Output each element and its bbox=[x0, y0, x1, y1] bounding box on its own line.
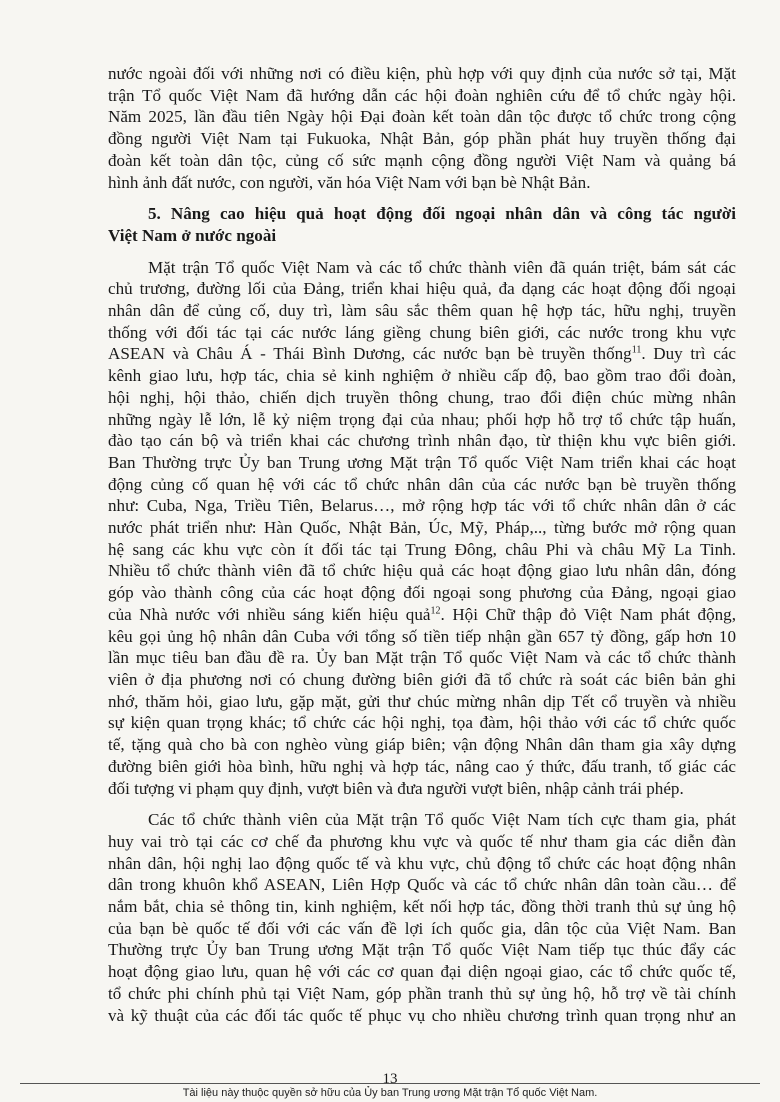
paragraph-2 bbox=[108, 257, 736, 800]
text-line-with-footnote bbox=[108, 604, 736, 626]
text-line: Các tổ chức thành viên của Mặt trận Tổ quốc Việt Nam tích cực tham gia, phát bbox=[148, 810, 736, 830]
text-segment: ASEAN và Châu Á - Thái Bình Dương, các nước bạn bè truyền thống bbox=[108, 344, 632, 364]
text-line: lần mục tiêu ban đầu đề ra. Ủy ban Mặt trận Tổ quốc Việt Nam và các tổ chức thành bbox=[108, 648, 736, 668]
page-body bbox=[108, 63, 736, 1026]
text-line: nước ngoài đối với những nơi có điều kiện, phù hợp với quy định của nước sở tại, Mặt bbox=[108, 64, 736, 83]
text-line: hình ảnh đất nước, con người, văn hóa Việt Nam với bạn bè Nhật Bản. bbox=[108, 172, 591, 192]
text-line: trận Tổ quốc Việt Nam đã hướng dẫn các hội đoàn nghiên cứu để tổ chức ngày hội. bbox=[108, 85, 736, 105]
text-segment: . Hội Chữ thập đỏ Việt Nam phát động, bbox=[440, 604, 736, 624]
footnote-marker-11: 11 bbox=[631, 344, 642, 356]
text-line: tế, tặng quà cho bà con nghèo vùng giáp biên; vận động Nhân dân tham gia xây dựng bbox=[108, 735, 736, 755]
text-segment: của Nhà nước với nhiều sáng kiến hiệu quả bbox=[108, 604, 431, 624]
text-line: Mặt trận Tổ quốc Việt Nam và các tổ chức thành viên đã quán triệt, bám sát các bbox=[148, 257, 736, 277]
text-line: hệ sang các khu vực còn ít đối tác tại Trung Đông, châu Phi và châu Mỹ La Tinh. bbox=[108, 539, 736, 559]
text-line: góp vào thành công của các hoạt động đối ngoại song phương của Đảng, ngoại giao bbox=[108, 583, 736, 603]
paragraph-1 bbox=[108, 63, 736, 193]
text-line: nhớ, thăm hỏi, giao lưu, gặp mặt, gửi thư chúc mừng nhân dịp Tết cổ truyền và nhiều bbox=[108, 691, 736, 711]
text-line: nhân dân để củng cố, duy trì, làm sâu sắc thêm quan hệ hợp tác, hữu nghị, truyền bbox=[108, 301, 736, 321]
text-line: của bạn bè quốc tế đối với các vấn đề lợi ích quốc gia, dân tộc của Việt Nam. Ban bbox=[108, 918, 736, 938]
text-line: và kỹ thuật của các đối tác quốc tế phục vụ cho nhiều chương trình quan trọng như an bbox=[108, 1005, 736, 1025]
text-line: kênh giao lưu, hợp tác, chia sẻ kinh nghiệm ở nhiều cấp độ, bao gồm trao đổi đoàn, bbox=[108, 366, 736, 386]
text-line-with-footnote bbox=[108, 343, 736, 365]
text-segment: . Duy trì các bbox=[641, 344, 737, 364]
text-line: kêu gọi ủng hộ nhân dân Cuba với tổng số tiền tiếp nhận gần 657 tỷ đồng, gấp hơn 10 bbox=[108, 626, 736, 646]
text-line: đối tượng vi phạm quy định, vượt biên và đưa người vượt biên, nhập cảnh trái phép. bbox=[108, 778, 684, 798]
text-line: đồng người Việt Nam tại Fukuoka, Nhật Bản, góp phần phát huy truyền thống đại bbox=[108, 129, 736, 149]
text-line: nhân dân, hội nghị lao động quốc tế và khu vực, chủ động tổ chức các hoạt động nhân bbox=[108, 853, 736, 873]
text-line: nước phát triển như: Hàn Quốc, Nhật Bản, Úc, Mỹ, Pháp,.., từng bước mở rộng quan bbox=[108, 518, 736, 538]
paragraph-3 bbox=[108, 809, 736, 1026]
footnote-marker-12: 12 bbox=[430, 605, 441, 617]
text-line: sự kiện quan trọng khác; tổ chức các hội nghị, tọa đàm, hội thảo với các tổ chức quốc bbox=[108, 713, 736, 733]
text-line: như: Cuba, Nga, Triều Tiên, Belarus…, mở rộng hợp tác với tổ chức nhân dân ở các bbox=[108, 496, 736, 516]
heading-line: 5. Nâng cao hiệu quả hoạt động đối ngoại nhân dân và công tác người bbox=[148, 204, 736, 224]
section-heading bbox=[108, 203, 736, 246]
text-line: tổ chức phi chính phủ tại Việt Nam, góp phần tranh thủ sự ủng hộ, hỗ trợ về tài chính bbox=[108, 983, 736, 1003]
text-line: đoàn kết toàn dân tộc, củng cố sức mạnh cộng đồng người Việt Nam và quảng bá bbox=[108, 150, 736, 170]
text-line: Nhiều tổ chức thành viên đã tổ chức hiệu quả các hoạt động giao lưu nhân dân, đóng bbox=[108, 561, 736, 581]
text-line: những ngày lễ lớn, lễ kỷ niệm trọng đại của nhau; phối hợp hỗ trợ tổ chức tập huấn, bbox=[108, 409, 736, 429]
text-line: chủ trương, đường lối của Đảng, triển khai hiệu quả, đa dạng các hoạt động đối ngoại bbox=[108, 279, 736, 299]
text-line: Ban Thường trực Ủy ban Trung ương Mặt trận Tổ quốc Việt Nam triển khai các hoạt bbox=[108, 452, 736, 472]
text-line: viên ở địa phương nơi có chung đường biên giới đã tổ chức rà soát các biên bản ghi bbox=[108, 669, 736, 689]
text-line: huy vai trò tại các cơ chế đa phương khu vực và quốc tế như tham gia các diễn đàn bbox=[108, 831, 736, 851]
text-line: đào tạo cán bộ và triển khai các chương trình nhân đạo, từ thiện khu vực biên giới. bbox=[108, 431, 736, 451]
text-line: hoạt động giao lưu, quan hệ với các cơ quan đại diện ngoại giao, các tổ chức quốc tế, bbox=[108, 962, 736, 982]
text-line: hội nghị, hội thảo, chiến dịch truyền thông chung, trao đổi điện chúc mừng nhân bbox=[108, 387, 736, 407]
heading-line: Việt Nam ở nước ngoài bbox=[108, 225, 277, 245]
text-line: nắm bắt, chia sẻ thông tin, kinh nghiệm, kết nối hợp tác, đồng thời tranh thủ sự ủng hộ bbox=[108, 897, 736, 917]
text-line: dân trong khuôn khổ ASEAN, Liên Hợp Quốc và các tổ chức nhân dân toàn cầu… để bbox=[108, 875, 736, 895]
footer-divider bbox=[20, 1083, 760, 1084]
page-number: 13 bbox=[382, 1071, 398, 1087]
text-line: Thường trực Ủy ban Trung ương Mặt trận Tổ quốc Việt Nam tiếp tục thúc đẩy các bbox=[108, 940, 736, 960]
text-line: đường biên giới hòa bình, hữu nghị và hợp tác, nâng cao ý thức, đấu tranh, tố giác các bbox=[108, 756, 736, 776]
text-line: động củng cố quan hệ với các tổ chức nhân dân của các nước bạn bè truyền thống bbox=[108, 474, 736, 494]
text-line: thống với đối tác tại các nước láng giềng chung biên giới, các nước trong khu vực bbox=[108, 322, 736, 342]
footer-ownership-note: Tài liệu này thuộc quyền sở hữu của Ủy ban Trung ương Mặt trận Tổ quốc Việt Nam. bbox=[182, 1087, 598, 1099]
text-line: Năm 2025, lần đầu tiên Ngày hội Đại đoàn kết toàn dân tộc được tổ chức trong cộng bbox=[108, 107, 736, 127]
